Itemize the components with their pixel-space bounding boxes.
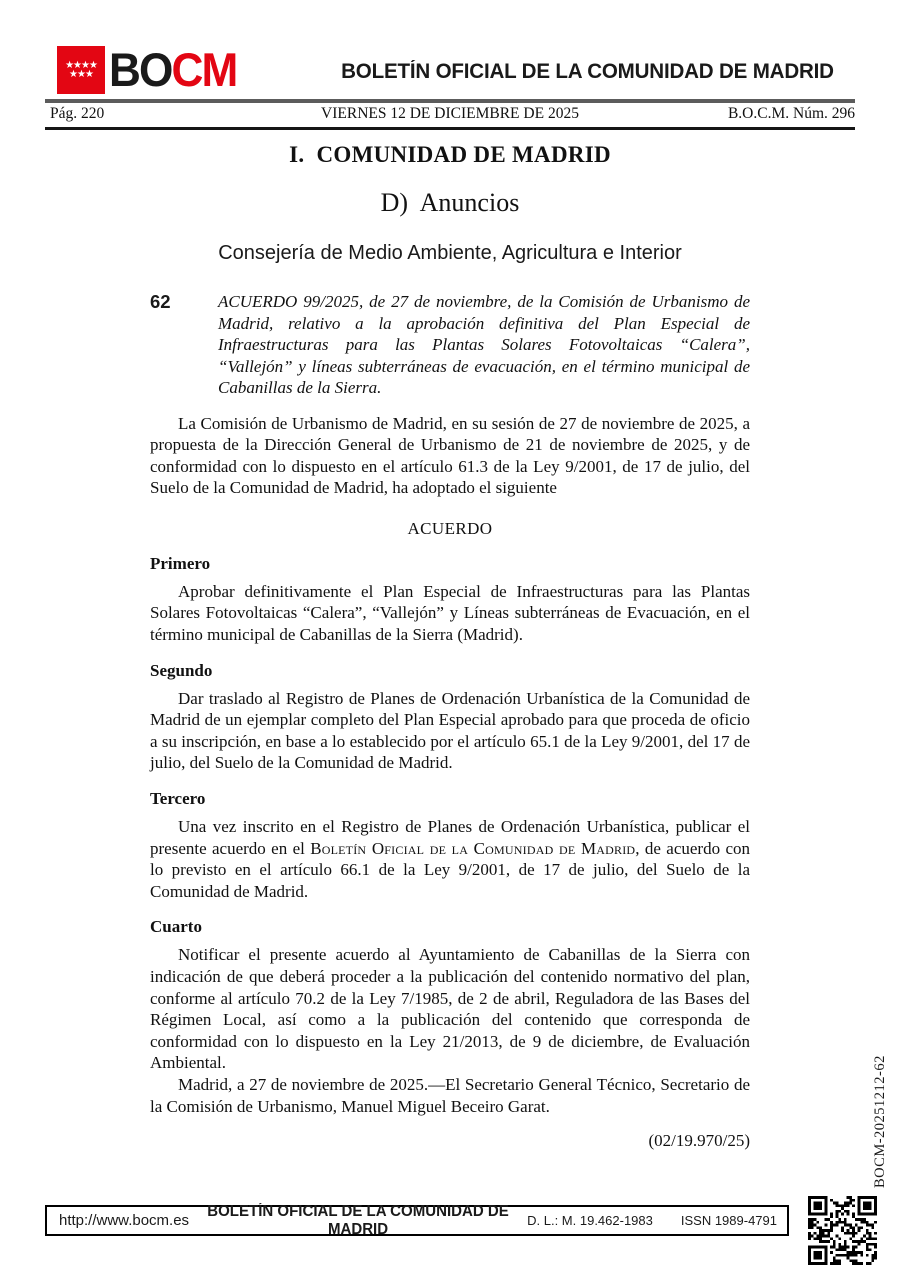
bocm-logo-text xyxy=(109,43,237,96)
announcement-item xyxy=(150,291,750,399)
logo-bo: BO xyxy=(109,43,172,96)
body-paragraph: Notificar el presente acuerdo al Ayuntamiento de Cabanillas de la Sierra con indicación de que deberá proceder a la publicación del contenido normativo del plan, conforme al artículo 70.2 de la Ley 7/1985, de 2 de abril, Reguladora de las Bases del Régimen Local, así como a la publicación del contenido que corresponda de conformidad con lo dispuesto en la Ley 21/2013, de 9 de diciembre, de Evaluación Ambiental. xyxy=(150,945,750,1073)
section-title: I. COMUNIDAD DE MADRID xyxy=(289,142,611,167)
document-code-vertical: BOCM-20251212-62 xyxy=(872,1055,888,1188)
agreement-sections xyxy=(150,554,750,1117)
section-heading: Segundo xyxy=(150,660,213,680)
header-rule-top xyxy=(45,99,855,103)
subsection-title: D) Anuncios xyxy=(380,188,520,217)
intro-paragraph: La Comisión de Urbanismo de Madrid, en su sesión de 27 de noviembre de 2025, a propuesta de la Dirección General de Urbanismo de 21 de noviembre de 2025, y de conformidad con lo dispuesto en el artículo 61.3 de la Ley 9/2001, de 17 de julio, del Suelo de la Comunidad de Madrid, ha adoptado el siguiente xyxy=(150,413,750,498)
body-paragraph: Aprobar definitivamente el Plan Especial de Infraestructuras para las Plantas Solares Fotovoltaicas “Calera”, “Vallejón” y Líneas subterráneas de Evacuación, en el término municipal de Cabanillas de la Sierra (Madrid). xyxy=(150,581,750,645)
document-body xyxy=(150,142,750,1152)
section-heading: Cuarto xyxy=(150,917,202,937)
footer-title: BOLETÍN OFICIAL DE LA COMUNIDAD DE MADRID xyxy=(207,1202,509,1238)
flag-stars-row2: ★★★ xyxy=(69,69,93,80)
item-summary: ACUERDO 99/2025, de 27 de noviembre, de la Comisión de Urbanismo de Madrid, relativo a la aprobación definitiva del Plan Especial de Infraestructuras para las Plantas Solares Fotovoltaicas “Calera”, “Vallejón” y líneas subterráneas de evacuación, en el término municipal de Cabanillas de la Sierra. xyxy=(218,292,750,397)
footer-issn: ISSN 1989-4791 xyxy=(680,1213,777,1228)
header-info-row xyxy=(45,105,855,125)
agreement-heading: ACUERDO xyxy=(407,518,493,538)
issue-date-label: VIERNES 12 DE DICIEMBRE DE 2025 xyxy=(321,105,579,122)
masthead-title: BOLETÍN OFICIAL DE LA COMUNIDAD DE MADRID xyxy=(341,60,834,83)
footer-url: http://www.bocm.es xyxy=(59,1212,190,1229)
footer-deposit-legal: D. L.: M. 19.462-1983 xyxy=(527,1213,653,1228)
section-heading: Tercero xyxy=(150,789,206,809)
qr-code-image xyxy=(808,1196,877,1265)
issue-number-label: B.O.C.M. Núm. 296 xyxy=(727,105,855,122)
header-rule-bottom xyxy=(45,127,855,130)
reference-number: (02/19.970/25) xyxy=(648,1131,750,1151)
flag-stars-row1: ★★★★ xyxy=(65,59,97,71)
bocm-logo xyxy=(57,43,245,96)
item-number: 62 xyxy=(150,291,171,312)
page-number-label: Pág. 220 xyxy=(50,105,105,122)
body-paragraph: Una vez inscrito en el Registro de Planes de Ordenación Urbanística, publicar el presente acuerdo en el Boletín Oficial de la Comunidad de Madrid, de acuerdo con lo previsto en el artículo 66.1 de la Ley 9/2001, de 17 de julio, del Suelo de la Comunidad de Madrid. xyxy=(150,817,751,901)
issuing-authority: Consejería de Medio Ambiente, Agricultura e Interior xyxy=(218,242,682,264)
section-heading: Primero xyxy=(150,553,211,573)
body-paragraph: Madrid, a 27 de noviembre de 2025.—El Secretario General Técnico, Secretario de la Comisión de Urbanismo, Manuel Miguel Beceiro Garat. xyxy=(150,1074,750,1116)
footer-bar xyxy=(45,1202,789,1238)
logo-cm: CM xyxy=(171,43,237,96)
body-paragraph: Dar traslado al Registro de Planes de Ordenación Urbanística de la Comunidad de Madrid de un ejemplar completo del Plan Especial aprobado para que proceda de oficio a su inscripción, en base a lo establecido por el artículo 65.1 de la Ley 9/2001, del 17 de julio, del Suelo de la Comunidad de Madrid. xyxy=(150,688,750,773)
madrid-flag-icon xyxy=(57,46,105,94)
